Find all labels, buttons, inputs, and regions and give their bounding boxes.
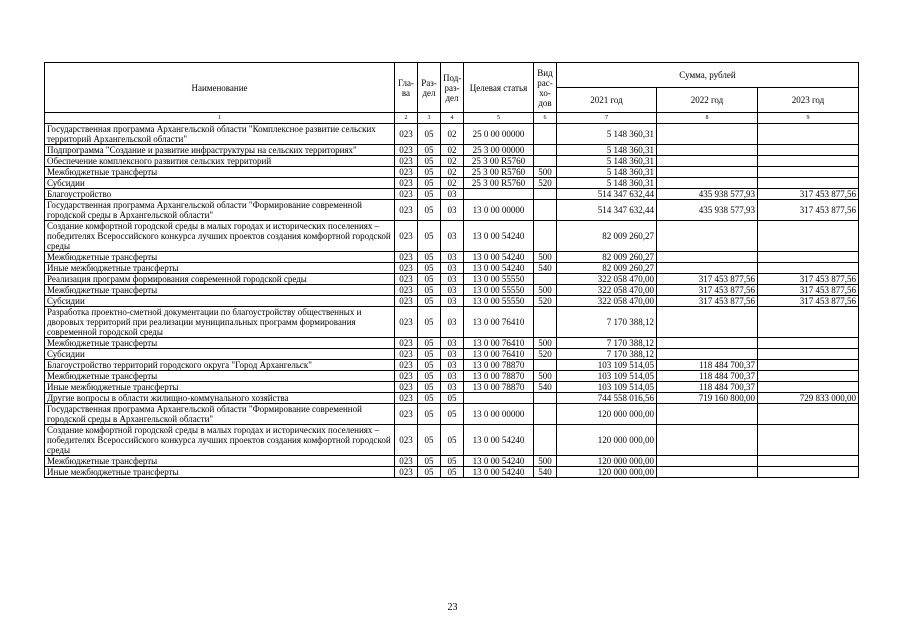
table-row — [45, 360, 859, 371]
row-razdel: 05 — [418, 156, 441, 167]
row-glava: 023 — [395, 467, 418, 478]
row-glava: 023 — [395, 296, 418, 307]
row-celevaya-statya: 13 0 00 76410 — [464, 338, 534, 349]
row-glava: 023 — [395, 456, 418, 467]
row-glava: 023 — [395, 307, 418, 338]
row-name: Обеспечение комплексного развития сельских территорий — [45, 156, 395, 167]
row-podrazdel: 03 — [441, 189, 464, 200]
row-sum-2022 — [657, 178, 758, 189]
row-sum-2023 — [758, 467, 859, 478]
row-name: Иные межбюджетные трансферты — [45, 467, 395, 478]
row-sum-2023 — [758, 349, 859, 360]
row-sum-2021: 120 000 000,00 — [557, 425, 657, 456]
row-razdel: 05 — [418, 124, 441, 145]
header-celevaya-statya: Целевая статья — [464, 63, 534, 113]
row-sum-2022: 118 484 700,37 — [657, 382, 758, 393]
row-vid-rashodov: 500 — [534, 371, 557, 382]
row-celevaya-statya: 13 0 00 78870 — [464, 371, 534, 382]
row-glava: 023 — [395, 200, 418, 221]
row-podrazdel: 05 — [441, 456, 464, 467]
row-podrazdel: 02 — [441, 124, 464, 145]
row-celevaya-statya: 25 0 00 00000 — [464, 124, 534, 145]
row-sum-2021: 514 347 632,44 — [557, 189, 657, 200]
row-vid-rashodov — [534, 200, 557, 221]
row-razdel: 05 — [418, 456, 441, 467]
row-name: Государственная программа Архангельской области "Комплексное развитие сельских территорий Архангельской области" — [45, 124, 395, 145]
header-razdel: Раз-дел — [418, 63, 441, 113]
row-name: Создание комфортной городской среды в малых городах и исторических поселениях – победителях Всероссийского конкурса лучших проектов создания комфортной городской среды — [45, 425, 395, 456]
row-vid-rashodov: 500 — [534, 456, 557, 467]
row-name: Создание комфортной городской среды в малых городах и исторических поселениях – победителях Всероссийского конкурса лучших проектов создания комфортной городской среды — [45, 221, 395, 252]
table-row — [45, 285, 859, 296]
row-razdel: 05 — [418, 145, 441, 156]
row-sum-2022 — [657, 221, 758, 252]
row-sum-2022: 435 938 577,93 — [657, 189, 758, 200]
row-sum-2022 — [657, 425, 758, 456]
row-name: Подпрограмма "Создание и развитие инфраструктуры на сельских территориях" — [45, 145, 395, 156]
row-sum-2023 — [758, 178, 859, 189]
row-name: Благоустройство — [45, 189, 395, 200]
row-vid-rashodov: 540 — [534, 382, 557, 393]
row-sum-2022 — [657, 124, 758, 145]
row-vid-rashodov — [534, 307, 557, 338]
row-sum-2023 — [758, 456, 859, 467]
row-sum-2022 — [657, 338, 758, 349]
row-celevaya-statya: 25 3 00 R5760 — [464, 178, 534, 189]
row-name: Межбюджетные трансферты — [45, 338, 395, 349]
row-sum-2021: 5 148 360,31 — [557, 167, 657, 178]
row-sum-2022 — [657, 263, 758, 274]
row-podrazdel: 03 — [441, 221, 464, 252]
row-vid-rashodov — [534, 393, 557, 404]
row-name: Межбюджетные трансферты — [45, 167, 395, 178]
row-sum-2023 — [758, 252, 859, 263]
row-name: Межбюджетные трансферты — [45, 285, 395, 296]
row-podrazdel: 02 — [441, 178, 464, 189]
row-celevaya-statya: 13 0 00 55550 — [464, 285, 534, 296]
row-sum-2022 — [657, 307, 758, 338]
row-sum-2023 — [758, 124, 859, 145]
row-celevaya-statya: 13 0 00 55550 — [464, 296, 534, 307]
row-podrazdel: 03 — [441, 252, 464, 263]
row-sum-2022: 317 453 877,56 — [657, 285, 758, 296]
row-sum-2021: 7 170 388,12 — [557, 338, 657, 349]
row-podrazdel: 03 — [441, 338, 464, 349]
row-razdel: 05 — [418, 382, 441, 393]
header-vid-rashodov: Вид рас-хо-дов — [534, 63, 557, 113]
header-name: Наименование — [45, 63, 395, 113]
row-sum-2021: 514 347 632,44 — [557, 200, 657, 221]
row-sum-2022 — [657, 467, 758, 478]
table-row — [45, 393, 859, 404]
row-sum-2021: 7 170 388,12 — [557, 349, 657, 360]
row-sum-2022 — [657, 456, 758, 467]
row-podrazdel: 03 — [441, 371, 464, 382]
row-sum-2023: 317 453 877,56 — [758, 200, 859, 221]
row-podrazdel: 03 — [441, 274, 464, 285]
table-row — [45, 124, 859, 145]
header-year-2021: 2021 год — [557, 88, 657, 113]
row-glava: 023 — [395, 145, 418, 156]
row-podrazdel: 02 — [441, 145, 464, 156]
column-number: 9 — [758, 113, 859, 124]
table-row — [45, 467, 859, 478]
row-sum-2023 — [758, 338, 859, 349]
row-vid-rashodov: 520 — [534, 349, 557, 360]
row-name: Субсидии — [45, 296, 395, 307]
row-sum-2021: 5 148 360,31 — [557, 145, 657, 156]
header-summa: Сумма, рублей — [557, 63, 859, 88]
row-sum-2021: 5 148 360,31 — [557, 156, 657, 167]
row-vid-rashodov: 500 — [534, 252, 557, 263]
header-podrazdel: Под-раз-дел — [441, 63, 464, 113]
row-sum-2022 — [657, 404, 758, 425]
column-number: 2 — [395, 113, 418, 124]
row-name: Другие вопросы в области жилищно-коммунального хозяйства — [45, 393, 395, 404]
row-sum-2023: 317 453 877,56 — [758, 296, 859, 307]
row-sum-2022 — [657, 252, 758, 263]
row-celevaya-statya: 13 0 00 76410 — [464, 307, 534, 338]
column-number: 4 — [441, 113, 464, 124]
row-sum-2021: 82 009 260,27 — [557, 263, 657, 274]
row-sum-2023 — [758, 263, 859, 274]
row-podrazdel: 03 — [441, 263, 464, 274]
row-name: Межбюджетные трансферты — [45, 371, 395, 382]
row-razdel: 05 — [418, 425, 441, 456]
row-sum-2022 — [657, 145, 758, 156]
row-name: Государственная программа Архангельской области "Формирование современной городской среды в Архангельской области" — [45, 200, 395, 221]
row-podrazdel: 05 — [441, 425, 464, 456]
row-celevaya-statya: 13 0 00 00000 — [464, 404, 534, 425]
column-number: 7 — [557, 113, 657, 124]
row-vid-rashodov — [534, 189, 557, 200]
row-sum-2022 — [657, 167, 758, 178]
row-celevaya-statya: 13 0 00 54240 — [464, 425, 534, 456]
row-celevaya-statya: 13 0 00 55550 — [464, 274, 534, 285]
row-razdel: 05 — [418, 467, 441, 478]
row-podrazdel: 05 — [441, 467, 464, 478]
row-sum-2023 — [758, 371, 859, 382]
row-razdel: 05 — [418, 221, 441, 252]
table-row — [45, 167, 859, 178]
row-sum-2023 — [758, 167, 859, 178]
row-sum-2021: 103 109 514,05 — [557, 360, 657, 371]
row-sum-2023 — [758, 382, 859, 393]
row-glava: 023 — [395, 404, 418, 425]
row-name: Иные межбюджетные трансферты — [45, 382, 395, 393]
table-row — [45, 307, 859, 338]
row-sum-2023 — [758, 425, 859, 456]
row-sum-2023 — [758, 307, 859, 338]
row-name: Реализация программ формирования современной городской среды — [45, 274, 395, 285]
row-podrazdel: 03 — [441, 307, 464, 338]
row-sum-2023 — [758, 145, 859, 156]
row-name: Разработка проектно-сметной документации по благоустройству общественных и дворовых территорий при реализации муниципальных программ формирования современной городской среды — [45, 307, 395, 338]
table-row — [45, 349, 859, 360]
row-glava: 023 — [395, 360, 418, 371]
row-vid-rashodov — [534, 221, 557, 252]
row-name: Государственная программа Архангельской области "Формирование современной городской среды в Архангельской области" — [45, 404, 395, 425]
row-vid-rashodov — [534, 425, 557, 456]
row-name: Межбюджетные трансферты — [45, 456, 395, 467]
row-glava: 023 — [395, 349, 418, 360]
table-row — [45, 425, 859, 456]
row-podrazdel: 02 — [441, 156, 464, 167]
row-sum-2022 — [657, 349, 758, 360]
column-number: 5 — [464, 113, 534, 124]
column-number: 3 — [418, 113, 441, 124]
row-vid-rashodov: 520 — [534, 178, 557, 189]
row-celevaya-statya: 13 0 00 78870 — [464, 360, 534, 371]
row-celevaya-statya: 13 0 00 76410 — [464, 349, 534, 360]
row-razdel: 05 — [418, 285, 441, 296]
row-celevaya-statya: 13 0 00 54240 — [464, 221, 534, 252]
row-celevaya-statya: 25 3 00 R5760 — [464, 167, 534, 178]
header-year-2022: 2022 год — [657, 88, 758, 113]
row-name: Благоустройство территорий городского округа "Город Архангельск" — [45, 360, 395, 371]
table-row — [45, 252, 859, 263]
row-razdel: 05 — [418, 252, 441, 263]
row-celevaya-statya: 13 0 00 54240 — [464, 252, 534, 263]
header-year-2023: 2023 год — [758, 88, 859, 113]
row-vid-rashodov: 500 — [534, 167, 557, 178]
row-razdel: 05 — [418, 307, 441, 338]
row-glava: 023 — [395, 425, 418, 456]
row-celevaya-statya: 13 0 00 00000 — [464, 200, 534, 221]
row-glava: 023 — [395, 393, 418, 404]
row-name: Межбюджетные трансферты — [45, 252, 395, 263]
row-glava: 023 — [395, 338, 418, 349]
row-podrazdel: 03 — [441, 349, 464, 360]
row-sum-2021: 82 009 260,27 — [557, 221, 657, 252]
row-vid-rashodov: 540 — [534, 263, 557, 274]
column-number-row — [45, 113, 859, 124]
row-sum-2022: 118 484 700,37 — [657, 360, 758, 371]
row-razdel: 05 — [418, 167, 441, 178]
header-glava: Гла-ва — [395, 63, 418, 113]
row-glava: 023 — [395, 263, 418, 274]
row-razdel: 05 — [418, 393, 441, 404]
row-vid-rashodov: 500 — [534, 285, 557, 296]
row-glava: 023 — [395, 382, 418, 393]
row-sum-2021: 744 558 016,56 — [557, 393, 657, 404]
page-number: 23 — [447, 602, 458, 613]
row-razdel: 05 — [418, 371, 441, 382]
row-razdel: 05 — [418, 189, 441, 200]
row-celevaya-statya: 13 0 00 78870 — [464, 382, 534, 393]
table-row — [45, 296, 859, 307]
row-razdel: 05 — [418, 349, 441, 360]
row-podrazdel: 05 — [441, 393, 464, 404]
row-celevaya-statya: 25 3 00 R5760 — [464, 156, 534, 167]
row-sum-2021: 103 109 514,05 — [557, 382, 657, 393]
row-razdel: 05 — [418, 338, 441, 349]
row-vid-rashodov: 500 — [534, 338, 557, 349]
row-podrazdel: 02 — [441, 167, 464, 178]
row-glava: 023 — [395, 167, 418, 178]
row-sum-2021: 120 000 000,00 — [557, 456, 657, 467]
row-glava: 023 — [395, 221, 418, 252]
row-sum-2023 — [758, 156, 859, 167]
row-razdel: 05 — [418, 178, 441, 189]
row-vid-rashodov: 520 — [534, 296, 557, 307]
row-sum-2023 — [758, 404, 859, 425]
row-podrazdel: 03 — [441, 200, 464, 221]
table-row — [45, 178, 859, 189]
row-sum-2022: 719 160 800,00 — [657, 393, 758, 404]
row-sum-2021: 82 009 260,27 — [557, 252, 657, 263]
row-podrazdel: 03 — [441, 360, 464, 371]
row-sum-2021: 120 000 000,00 — [557, 467, 657, 478]
row-sum-2021: 5 148 360,31 — [557, 178, 657, 189]
row-vid-rashodov — [534, 274, 557, 285]
row-glava: 023 — [395, 252, 418, 263]
column-number: 8 — [657, 113, 758, 124]
row-vid-rashodov — [534, 156, 557, 167]
row-razdel: 05 — [418, 200, 441, 221]
row-podrazdel: 03 — [441, 285, 464, 296]
row-podrazdel: 05 — [441, 404, 464, 425]
row-vid-rashodov: 540 — [534, 467, 557, 478]
column-number: 1 — [45, 113, 395, 124]
row-celevaya-statya — [464, 189, 534, 200]
row-glava: 023 — [395, 274, 418, 285]
table-body — [45, 113, 859, 478]
table-row — [45, 456, 859, 467]
row-sum-2021: 103 109 514,05 — [557, 371, 657, 382]
row-glava: 023 — [395, 285, 418, 296]
row-sum-2021: 7 170 388,12 — [557, 307, 657, 338]
row-sum-2021: 322 058 470,00 — [557, 296, 657, 307]
table-row — [45, 371, 859, 382]
table-row — [45, 156, 859, 167]
row-celevaya-statya: 25 3 00 00000 — [464, 145, 534, 156]
table-row — [45, 404, 859, 425]
row-sum-2021: 120 000 000,00 — [557, 404, 657, 425]
row-sum-2022: 118 484 700,37 — [657, 371, 758, 382]
row-vid-rashodov — [534, 124, 557, 145]
table-row — [45, 382, 859, 393]
row-celevaya-statya: 13 0 00 54240 — [464, 467, 534, 478]
table-row — [45, 263, 859, 274]
table-row — [45, 200, 859, 221]
row-name: Субсидии — [45, 349, 395, 360]
row-sum-2021: 322 058 470,00 — [557, 285, 657, 296]
row-vid-rashodov — [534, 145, 557, 156]
row-celevaya-statya: 13 0 00 54240 — [464, 263, 534, 274]
row-sum-2022: 317 453 877,56 — [657, 296, 758, 307]
row-sum-2021: 322 058 470,00 — [557, 274, 657, 285]
row-sum-2023: 729 833 000,00 — [758, 393, 859, 404]
row-sum-2023: 317 453 877,56 — [758, 274, 859, 285]
table-row — [45, 338, 859, 349]
row-sum-2022: 317 453 877,56 — [657, 274, 758, 285]
row-name: Иные межбюджетные трансферты — [45, 263, 395, 274]
table-row — [45, 274, 859, 285]
row-razdel: 05 — [418, 296, 441, 307]
row-sum-2023 — [758, 221, 859, 252]
row-razdel: 05 — [418, 274, 441, 285]
row-glava: 023 — [395, 371, 418, 382]
row-razdel: 05 — [418, 263, 441, 274]
row-glava: 023 — [395, 189, 418, 200]
row-podrazdel: 03 — [441, 382, 464, 393]
row-celevaya-statya — [464, 393, 534, 404]
row-razdel: 05 — [418, 404, 441, 425]
row-name: Субсидии — [45, 178, 395, 189]
row-razdel: 05 — [418, 360, 441, 371]
table-row — [45, 189, 859, 200]
row-vid-rashodov — [534, 360, 557, 371]
row-sum-2022 — [657, 156, 758, 167]
row-celevaya-statya: 13 0 00 54240 — [464, 456, 534, 467]
row-podrazdel: 03 — [441, 296, 464, 307]
budget-table — [44, 62, 859, 478]
row-vid-rashodov — [534, 404, 557, 425]
row-sum-2023: 317 453 877,56 — [758, 189, 859, 200]
table-row — [45, 145, 859, 156]
row-sum-2023: 317 453 877,56 — [758, 285, 859, 296]
column-number: 6 — [534, 113, 557, 124]
row-sum-2021: 5 148 360,31 — [557, 124, 657, 145]
row-glava: 023 — [395, 124, 418, 145]
table-row — [45, 221, 859, 252]
row-glava: 023 — [395, 156, 418, 167]
row-sum-2023 — [758, 360, 859, 371]
row-sum-2022: 435 938 577,93 — [657, 200, 758, 221]
row-glava: 023 — [395, 178, 418, 189]
